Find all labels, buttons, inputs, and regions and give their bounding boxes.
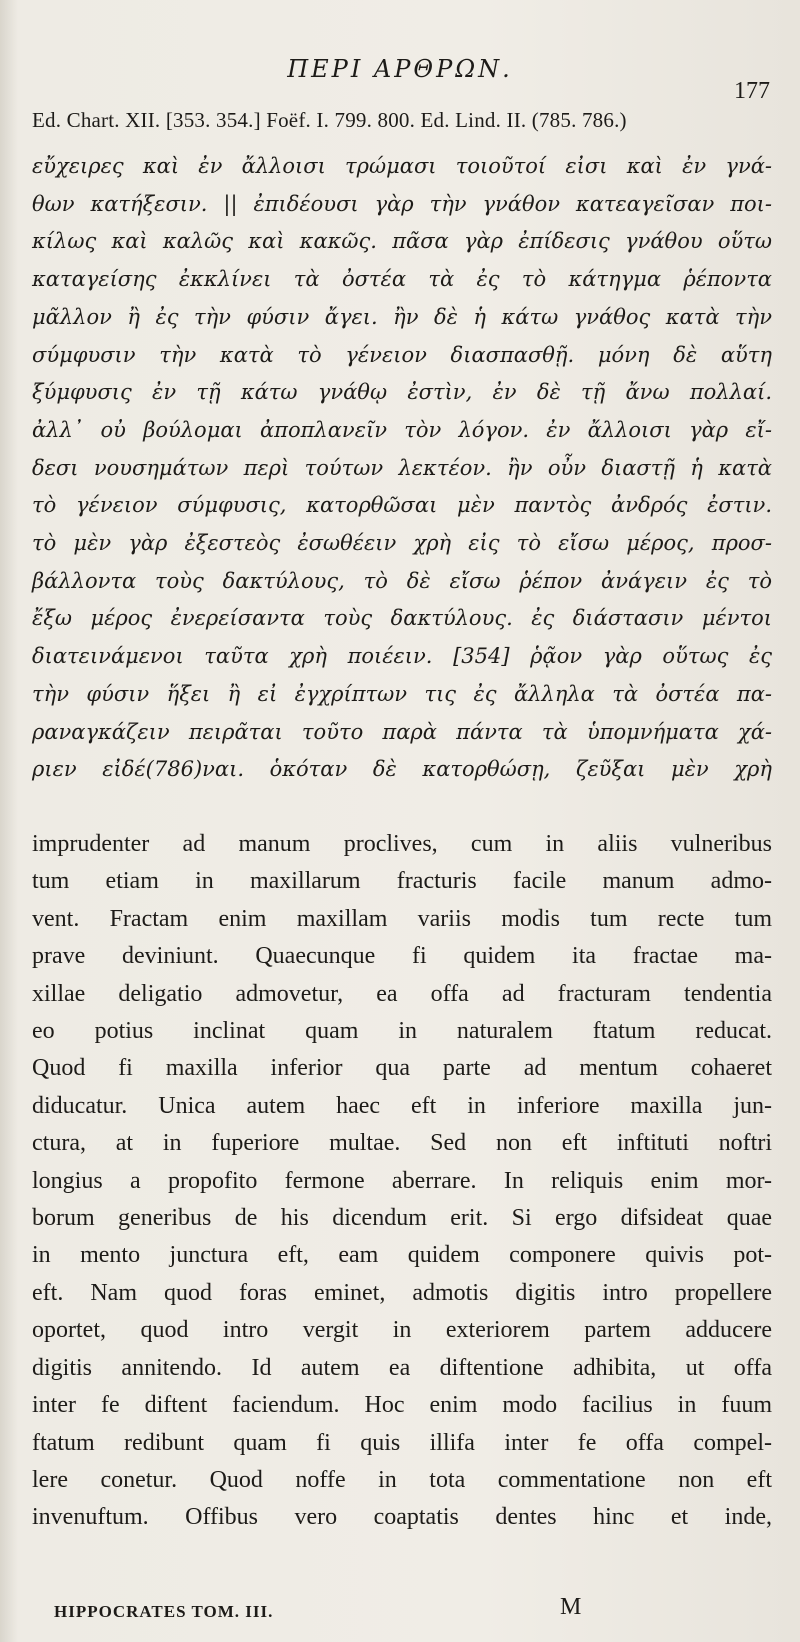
latin-translation-block bbox=[32, 826, 772, 1537]
greek-line: τὸ μὲν γὰρ ἐξεστεὸς ἐσωθέειν χρὴ εἰς τὸ εἴσω μέρος, προσ- bbox=[32, 531, 772, 556]
greek-line: σύμφυσιν τὴν κατὰ τὸ γένειον διασπασθῇ. μόνη δὲ αὕτη bbox=[32, 342, 772, 367]
latin-line: Quod fi maxilla inferior qua parte ad mentum cohaeret bbox=[32, 1055, 772, 1082]
latin-line: xillae deligatio admovetur, ea offa ad fracturam tendentia bbox=[32, 980, 772, 1007]
greek-line: καταγείσης ἐκκλίνει τὰ ὀστέα τὰ ἐς τὸ κάτηγμα ῥέποντα bbox=[32, 267, 772, 292]
greek-line: ριεν εἰδέ(786)ναι. ὁκόταν δὲ κατορθώσῃ, ζεῦξαι μὲν χρὴ bbox=[32, 757, 772, 782]
latin-line: ftatum redibunt quam fi quis illifa inter fe offa compel- bbox=[32, 1429, 772, 1456]
greek-line: δεσι νουσημάτων περὶ τούτων λεκτέον. ἢν οὖν διαστῇ ἡ κατὰ bbox=[32, 455, 772, 480]
greek-line: ἔξω μέρος ἐνερείσαντα τοὺς δακτύλους. ἐς διάστασιν μέντοι bbox=[32, 606, 772, 631]
greek-line: κίλως καὶ καλῶς καὶ κακῶς. πᾶσα γὰρ ἐπίδεσις γνάθου οὕτω bbox=[32, 229, 772, 254]
greek-line: θων κατήξεσιν. || ἐπιδέουσι γὰρ τὴν γνάθον κατεαγεῖσαν ποι- bbox=[32, 191, 772, 216]
latin-line: eo potius inclinat quam in naturalem ftatum reducat. bbox=[32, 1018, 772, 1045]
edition-reference-line: Ed. Chart. XII. [353. 354.] Foëf. I. 799. 800. Ed. Lind. II. (785. 786.) bbox=[32, 108, 627, 132]
greek-text-block bbox=[32, 148, 772, 789]
greek-line: βάλλοντα τοὺς δακτύλους, τὸ δὲ εἴσω ῥέπον ἀνάγειν ἐς τὸ bbox=[32, 568, 772, 593]
greek-line: τὴν φύσιν ἥξει ἢ εἰ ἐγχρίπτων τις ἐς ἄλληλα τὰ ὀστέα πα- bbox=[32, 681, 772, 706]
running-title: ΠΕΡΙ ΑΡΘΡΩΝ. bbox=[287, 55, 513, 83]
latin-line: vent. Fractam enim maxillam variis modis tum recte tum bbox=[32, 905, 772, 932]
latin-line: longius a propofito fermone aberrare. In reliquis enim mor- bbox=[32, 1167, 772, 1194]
latin-line: invenuftum. Offibus vero coaptatis dentes hinc et inde, bbox=[32, 1504, 772, 1531]
latin-line: tum etiam in maxillarum fracturis facile manum admo- bbox=[32, 868, 772, 895]
latin-line: diducatur. Unica autem haec eft in inferiore maxilla jun- bbox=[32, 1092, 772, 1119]
greek-line: διατεινάμενοι ταῦτα χρὴ ποιέειν. [354] ῥᾷον γὰρ οὕτως ἐς bbox=[32, 644, 772, 669]
latin-line: borum generibus de his dicendum erit. Si ergo difsideat quae bbox=[32, 1205, 772, 1232]
greek-line: ραναγκάζειν πειρᾶται τοῦτο παρὰ πάντα τὰ ὑπομνήματα χά- bbox=[32, 719, 772, 744]
latin-line: imprudenter ad manum proclives, cum in aliis vulneribus bbox=[32, 831, 772, 857]
signature-mark: M bbox=[560, 1594, 582, 1620]
latin-line: inter fe diftent faciendum. Hoc enim modo facilius in fuum bbox=[32, 1392, 772, 1419]
latin-line: lere conetur. Quod noffe in tota commentatione non eft bbox=[32, 1466, 772, 1493]
latin-line: in mento junctura eft, eam quidem componere quivis pot- bbox=[32, 1242, 772, 1269]
latin-line: oportet, quod intro vergit in exteriorem partem adducere bbox=[32, 1317, 772, 1344]
greek-line: τὸ γένειον σύμφυσις, κατορθῶσαι μὲν παντὸς ἀνδρός ἐστιν. bbox=[32, 493, 772, 518]
greek-line: ἀλλ᾽ οὐ βούλομαι ἀποπλανεῖν τὸν λόγον. ἐν ἄλλοισι γὰρ εἴ- bbox=[32, 417, 772, 442]
latin-line: ctura, at in fuperiore multae. Sed non eft inftituti noftri bbox=[32, 1130, 772, 1157]
latin-line: digitis annitendo. Id autem ea diftentione adhibita, ut offa bbox=[32, 1354, 772, 1381]
greek-line: ξύμφυσις ἐν τῇ κάτω γνάθῳ ἐστὶν, ἐν δὲ τῇ ἄνω πολλαί. bbox=[32, 380, 772, 405]
greek-line: εὔχειρες καὶ ἐν ἄλλοισι τρώμασι τοιοῦτοί εἰσι καὶ ἐν γνά- bbox=[32, 154, 772, 178]
latin-line: eft. Nam quod foras eminet, admotis digitis intro propellere bbox=[32, 1279, 772, 1306]
latin-line: prave deviniunt. Quaecunque fi quidem ita fractae ma- bbox=[32, 943, 772, 970]
greek-line: μᾶλλον ἢ ἐς τὴν φύσιν ἄγει. ἢν δὲ ἡ κάτω γνάθος κατὰ τὴν bbox=[32, 304, 772, 329]
page-number: 177 bbox=[734, 78, 770, 104]
signature-line: HIPPOCRATES TOM. III. bbox=[54, 1602, 274, 1621]
